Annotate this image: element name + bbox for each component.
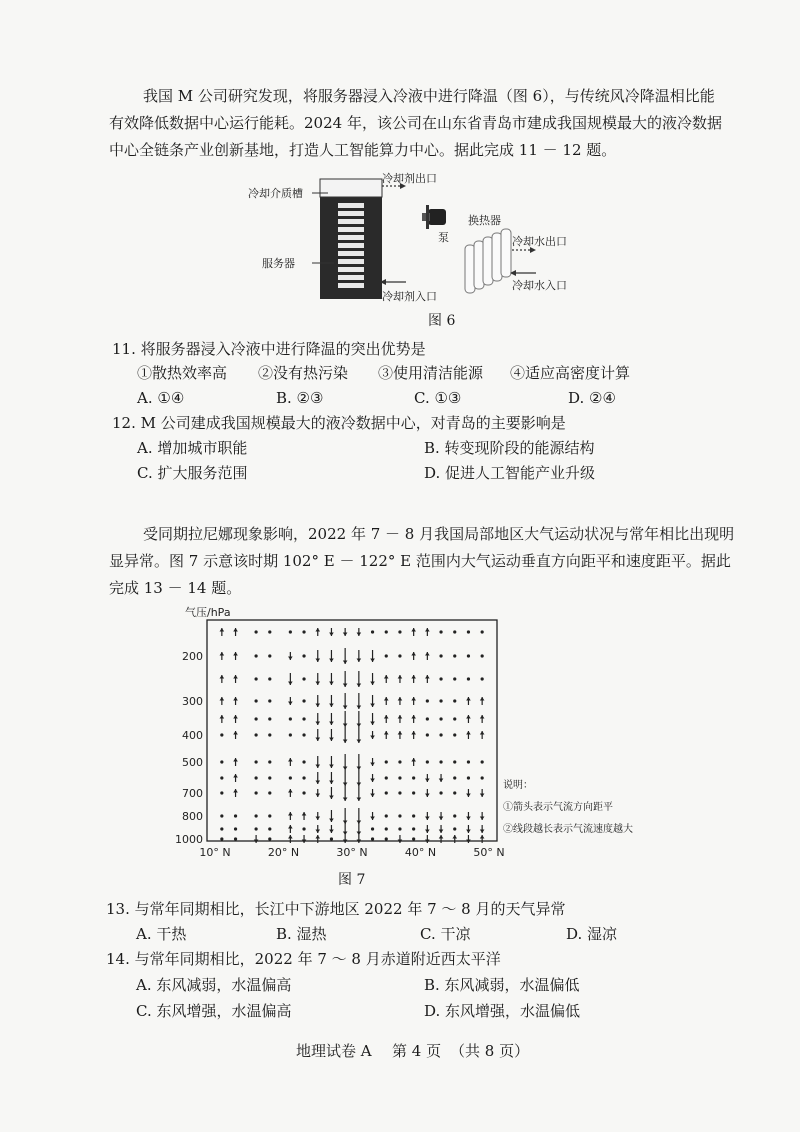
vector-point xyxy=(255,630,258,633)
q12-stem: 12. M 公司建成我国规模最大的液冷数据中心，对青岛的主要影响是 xyxy=(112,414,566,432)
vector-point xyxy=(385,630,388,633)
vector-arrow xyxy=(315,695,320,707)
vector-arrow xyxy=(411,697,416,705)
vector-arrow xyxy=(315,825,320,833)
vector-arrow xyxy=(357,754,362,770)
vector-arrow xyxy=(384,715,389,723)
vector-point xyxy=(398,630,401,633)
chart-ytick-label: 800 xyxy=(182,810,203,823)
vector-arrow xyxy=(425,628,430,636)
vector-arrow xyxy=(357,785,362,801)
q12-option-d: D. 促进人工智能产业升级 xyxy=(424,464,596,482)
q11-option-c: C. ①③ xyxy=(414,389,462,407)
vector-point xyxy=(268,760,271,763)
vector-point xyxy=(220,837,223,840)
vector-arrow xyxy=(315,772,320,784)
vector-point xyxy=(453,717,456,720)
vector-point xyxy=(481,776,484,779)
vector-arrow xyxy=(343,835,348,843)
vector-point xyxy=(220,814,223,817)
q12-option-b: B. 转变现阶段的能源结构 xyxy=(424,439,595,457)
label-coolant-in: 冷却剂入口 xyxy=(382,290,437,303)
vector-arrow xyxy=(315,812,320,820)
vector-point xyxy=(453,814,456,817)
vector-arrow xyxy=(357,671,362,687)
q13-option-b: B. 湿热 xyxy=(276,925,327,943)
vector-arrow xyxy=(439,825,444,833)
vector-point xyxy=(268,677,271,680)
vector-arrow xyxy=(315,650,320,662)
vector-point xyxy=(234,837,237,840)
vector-arrow xyxy=(398,675,403,683)
vector-arrow xyxy=(357,628,362,636)
figure6 xyxy=(250,165,610,305)
vector-arrow xyxy=(425,835,430,843)
vector-point xyxy=(467,677,470,680)
vector-arrow xyxy=(315,713,320,725)
vector-arrow xyxy=(480,697,485,705)
vector-arrow xyxy=(233,697,238,705)
vector-point xyxy=(412,791,415,794)
vector-point xyxy=(302,733,305,736)
vector-point xyxy=(255,791,258,794)
q13-option-a: A. 干热 xyxy=(136,925,187,943)
vector-point xyxy=(398,827,401,830)
vector-arrow xyxy=(398,731,403,739)
vector-point xyxy=(302,791,305,794)
vector-arrow xyxy=(480,812,485,820)
vector-arrow xyxy=(425,789,430,797)
chart-ytick-label: 300 xyxy=(182,695,203,708)
vector-point xyxy=(398,760,401,763)
vector-arrow xyxy=(370,695,375,707)
vector-point xyxy=(439,717,442,720)
q11-option-b: B. ②③ xyxy=(276,389,324,407)
vector-point xyxy=(439,677,442,680)
vector-point xyxy=(255,776,258,779)
vector-arrow xyxy=(370,731,375,739)
vector-arrow xyxy=(329,825,334,833)
vector-arrow xyxy=(288,758,293,766)
vector-point xyxy=(385,827,388,830)
vector-arrow xyxy=(343,785,348,801)
vector-point xyxy=(268,776,271,779)
chart-xtick-label: 50° N xyxy=(473,846,505,859)
vector-point xyxy=(220,733,223,736)
footer-subject: 地理试卷 A xyxy=(296,1042,372,1060)
vector-arrow xyxy=(384,675,389,683)
vector-point xyxy=(426,717,429,720)
vector-arrow xyxy=(315,789,320,797)
vector-point xyxy=(453,760,456,763)
vector-point xyxy=(426,760,429,763)
vector-point xyxy=(268,814,271,817)
vector-point xyxy=(481,760,484,763)
vector-point xyxy=(268,717,271,720)
vector-arrow xyxy=(357,650,362,662)
vector-arrow xyxy=(466,697,471,705)
vector-arrow xyxy=(329,695,334,707)
chart-ytick-label: 200 xyxy=(182,650,203,663)
vector-point xyxy=(385,837,388,840)
vector-point xyxy=(371,827,374,830)
vector-point xyxy=(412,827,415,830)
vector-point xyxy=(453,699,456,702)
q11-item-4: ④适应高密度计算 xyxy=(510,364,631,382)
vector-point xyxy=(467,630,470,633)
vector-arrow xyxy=(480,731,485,739)
vector-arrow xyxy=(220,628,225,636)
q11-item-3: ③使用清洁能源 xyxy=(378,364,484,382)
vector-arrow xyxy=(288,835,293,843)
chart-ytick-label: 500 xyxy=(182,756,203,769)
vector-arrow xyxy=(329,810,334,822)
vector-arrow xyxy=(411,758,416,766)
vector-arrow xyxy=(220,697,225,705)
vector-arrow xyxy=(329,673,334,685)
vector-point xyxy=(289,733,292,736)
vector-point xyxy=(255,760,258,763)
vector-arrow xyxy=(220,715,225,723)
vector-arrow xyxy=(343,711,348,727)
vector-point xyxy=(371,837,374,840)
chart-xtick-label: 40° N xyxy=(404,846,437,859)
vector-point xyxy=(255,827,258,830)
vector-arrow xyxy=(329,713,334,725)
vector-arrow xyxy=(425,652,430,660)
vector-arrow xyxy=(343,754,348,770)
vector-point xyxy=(289,717,292,720)
vector-point xyxy=(255,733,258,736)
vector-point xyxy=(220,760,223,763)
vector-point xyxy=(481,654,484,657)
vector-arrow xyxy=(302,835,307,843)
vector-point xyxy=(398,814,401,817)
vector-arrow xyxy=(425,675,430,683)
vector-arrow xyxy=(370,774,375,782)
vector-arrow xyxy=(315,729,320,741)
vector-arrow xyxy=(288,652,293,660)
figure7-caption: 图 7 xyxy=(338,872,366,888)
vector-arrow xyxy=(411,715,416,723)
vector-arrow xyxy=(370,789,375,797)
server-racks xyxy=(338,203,364,288)
label-pump: 泵 xyxy=(438,231,449,244)
vector-point xyxy=(302,630,305,633)
vector-point xyxy=(302,717,305,720)
label-water-out: 冷却水出口 xyxy=(512,235,567,248)
label-tank: 冷却介质槽 xyxy=(248,187,303,200)
vector-point xyxy=(398,776,401,779)
heat-exchanger-icon xyxy=(465,229,511,293)
vector-arrow xyxy=(466,825,471,833)
vector-arrow xyxy=(480,825,485,833)
label-heat-exchanger: 换热器 xyxy=(468,214,501,227)
vector-arrow xyxy=(315,628,320,636)
vector-arrow xyxy=(288,812,293,820)
vector-arrow xyxy=(398,715,403,723)
vector-point xyxy=(412,776,415,779)
vector-point xyxy=(268,733,271,736)
vector-point xyxy=(453,654,456,657)
vector-point xyxy=(467,776,470,779)
vector-arrow xyxy=(343,628,348,636)
vector-arrow xyxy=(370,758,375,766)
figure6-caption: 图 6 xyxy=(428,313,456,329)
vector-arrow xyxy=(384,731,389,739)
q12-option-c: C. 扩大服务范围 xyxy=(137,464,248,482)
vector-arrow xyxy=(411,628,416,636)
vector-arrow xyxy=(329,772,334,784)
vector-arrow xyxy=(425,825,430,833)
vector-point xyxy=(439,791,442,794)
vector-arrow xyxy=(439,812,444,820)
vector-point xyxy=(412,837,415,840)
vector-arrow xyxy=(398,835,403,843)
vector-arrow xyxy=(357,808,362,824)
q11-stem: 11. 将服务器浸入冷液中进行降温的突出优势是 xyxy=(112,340,426,358)
vector-arrow xyxy=(343,693,348,709)
vector-point xyxy=(268,699,271,702)
vector-arrow xyxy=(343,648,348,664)
vector-point xyxy=(268,630,271,633)
vector-point xyxy=(220,791,223,794)
footer-page: 第 4 页 xyxy=(392,1042,442,1060)
vector-point xyxy=(302,760,305,763)
vector-arrow xyxy=(329,787,334,799)
vector-point xyxy=(398,654,401,657)
chart-frame xyxy=(207,620,497,841)
chart-xtick-label: 30° N xyxy=(336,846,368,859)
vector-point xyxy=(453,827,456,830)
vector-arrow xyxy=(329,729,334,741)
vector-arrow xyxy=(343,671,348,687)
vector-point xyxy=(268,837,271,840)
vector-point xyxy=(385,814,388,817)
vector-arrow xyxy=(411,675,416,683)
vector-arrow xyxy=(411,652,416,660)
vector-point xyxy=(426,699,429,702)
vector-arrow xyxy=(220,675,225,683)
vector-point xyxy=(412,814,415,817)
vector-arrow xyxy=(466,789,471,797)
vector-arrow xyxy=(439,774,444,782)
passage2-line1: 受同期拉尼娜现象影响，2022 年 7 － 8 月我国局部地区大气运动状况与常年相比出现明 xyxy=(143,525,735,543)
vector-point xyxy=(439,654,442,657)
vector-point xyxy=(268,827,271,830)
label-server: 服务器 xyxy=(262,257,295,270)
vector-arrow xyxy=(439,835,444,843)
vector-point xyxy=(255,654,258,657)
vector-arrow xyxy=(357,711,362,727)
vector-point xyxy=(302,654,305,657)
vector-point xyxy=(289,776,292,779)
vector-arrow xyxy=(370,812,375,820)
vector-point xyxy=(426,733,429,736)
vector-point xyxy=(234,814,237,817)
chart-ylabel: 气压/hPa xyxy=(185,606,231,619)
q11-item-2: ②没有热污染 xyxy=(258,364,349,382)
label-water-in: 冷却水入口 xyxy=(512,279,567,292)
vector-arrow xyxy=(233,628,238,636)
vector-point xyxy=(453,630,456,633)
vector-arrow xyxy=(466,835,471,843)
vector-point xyxy=(371,630,374,633)
vector-arrow xyxy=(480,835,485,843)
vector-point xyxy=(385,654,388,657)
q13-stem: 13. 与常年同期相比，长江中下游地区 2022 年 7 ～ 8 月的天气异常 xyxy=(106,900,566,918)
q14-stem: 14. 与常年同期相比，2022 年 7 ～ 8 月赤道附近西太平洋 xyxy=(106,950,501,968)
vector-arrow xyxy=(466,715,471,723)
passage2-line2: 显异常。图 7 示意该时期 102° E － 122° E 范围内大气运动垂直方向距平和速度距平。据此 xyxy=(109,552,731,570)
vector-point xyxy=(302,699,305,702)
vector-arrow xyxy=(357,835,362,843)
chart-xtick-label: 20° N xyxy=(267,846,300,859)
vector-arrow xyxy=(370,713,375,725)
chart-ytick-label: 400 xyxy=(182,729,203,742)
passage1-line2: 有效降低数据中心运行能耗。2024 年，该公司在山东省青岛市建成我国规模最大的液冷数据 xyxy=(109,114,722,132)
vector-arrow xyxy=(343,770,348,786)
vector-point xyxy=(439,630,442,633)
vector-arrow xyxy=(233,774,238,782)
vector-point xyxy=(439,760,442,763)
vector-arrow xyxy=(329,756,334,768)
vector-point xyxy=(255,699,258,702)
vector-point xyxy=(385,760,388,763)
q11-option-d: D. ②④ xyxy=(568,389,616,407)
q14-option-a: A. 东风减弱，水温偏高 xyxy=(136,976,292,994)
vector-point xyxy=(289,630,292,633)
vector-arrow xyxy=(288,825,293,833)
vector-point xyxy=(220,776,223,779)
vector-arrow xyxy=(480,789,485,797)
vector-point xyxy=(255,677,258,680)
vector-arrow xyxy=(315,756,320,768)
vector-arrow xyxy=(466,812,471,820)
vector-arrow xyxy=(357,727,362,743)
vector-arrow xyxy=(233,715,238,723)
vector-arrow xyxy=(288,789,293,797)
vector-point xyxy=(467,654,470,657)
q13-option-d: D. 湿凉 xyxy=(566,925,618,943)
vector-point xyxy=(234,827,237,830)
footer-total: （共 8 页） xyxy=(450,1042,530,1060)
vector-arrow xyxy=(315,835,320,843)
vector-point xyxy=(385,791,388,794)
q12-option-a: A. 增加城市职能 xyxy=(137,439,248,457)
vector-arrow xyxy=(343,727,348,743)
vector-point xyxy=(398,791,401,794)
vector-arrow xyxy=(466,731,471,739)
vector-arrow xyxy=(233,789,238,797)
vector-point xyxy=(302,776,305,779)
vector-arrow xyxy=(370,673,375,685)
vector-arrow xyxy=(357,823,362,835)
q14-option-d: D. 东风增强，水温偏低 xyxy=(424,1002,581,1020)
vector-point xyxy=(302,827,305,830)
vector-arrow xyxy=(452,835,457,843)
vector-point xyxy=(268,654,271,657)
vector-arrow xyxy=(357,770,362,786)
vector-point xyxy=(467,760,470,763)
vector-arrow xyxy=(343,823,348,835)
passage1-line3: 中心全链条产业创新基地，打造人工智能算力中心。据此完成 11 － 12 题。 xyxy=(109,141,617,159)
vector-arrow xyxy=(233,758,238,766)
pump-icon xyxy=(422,205,446,229)
chart-ytick-label: 700 xyxy=(182,787,203,800)
vector-point xyxy=(255,717,258,720)
vector-arrow xyxy=(425,812,430,820)
q14-option-b: B. 东风减弱，水温偏低 xyxy=(424,976,580,994)
vector-point xyxy=(255,814,258,817)
vector-arrow xyxy=(233,731,238,739)
vector-point xyxy=(453,776,456,779)
vector-point xyxy=(439,733,442,736)
vector-point xyxy=(385,776,388,779)
vector-point xyxy=(330,837,333,840)
vector-point xyxy=(268,791,271,794)
vector-arrow xyxy=(357,693,362,709)
vector-arrow xyxy=(254,835,259,843)
passage2-line3: 完成 13 － 14 题。 xyxy=(109,579,242,597)
vector-point xyxy=(302,677,305,680)
vector-arrow xyxy=(315,673,320,685)
vector-arrow xyxy=(384,697,389,705)
vector-point xyxy=(453,733,456,736)
chart-ytick-label: 1000 xyxy=(175,833,203,846)
vector-arrow xyxy=(425,774,430,782)
chart-xtick-label: 10° N xyxy=(199,846,231,859)
figure7-note-title: 说明： xyxy=(503,780,533,791)
q14-option-c: C. 东风增强，水温偏高 xyxy=(136,1002,292,1020)
vector-arrow xyxy=(329,628,334,636)
vector-arrow xyxy=(398,697,403,705)
vector-point xyxy=(481,630,484,633)
vector-arrow xyxy=(343,808,348,824)
vector-arrow xyxy=(288,697,293,705)
vector-arrow xyxy=(220,652,225,660)
figure7-note-1: ①箭头表示气流方向距平 xyxy=(503,802,613,813)
vector-arrow xyxy=(288,673,293,685)
q11-option-a: A. ①④ xyxy=(137,389,185,407)
vector-point xyxy=(220,827,223,830)
label-coolant-out: 冷却剂出口 xyxy=(382,172,437,185)
figure7-note-2: ②线段越长表示气流速度越大 xyxy=(503,824,633,835)
vector-point xyxy=(453,791,456,794)
vector-arrow xyxy=(480,715,485,723)
vector-arrow xyxy=(411,731,416,739)
vector-arrow xyxy=(233,652,238,660)
vector-arrow xyxy=(233,675,238,683)
vector-arrow xyxy=(370,650,375,662)
vector-arrow xyxy=(302,812,307,820)
vector-point xyxy=(481,677,484,680)
q11-item-1: ①散热效率高 xyxy=(137,364,228,382)
q13-option-c: C. 干凉 xyxy=(420,925,471,943)
vector-arrow xyxy=(329,650,334,662)
vector-point xyxy=(453,677,456,680)
passage1-line1: 我国 M 公司研究发现，将服务器浸入冷液中进行降温（图 6），与传统风冷降温相比能 xyxy=(143,87,715,105)
vector-point xyxy=(439,699,442,702)
